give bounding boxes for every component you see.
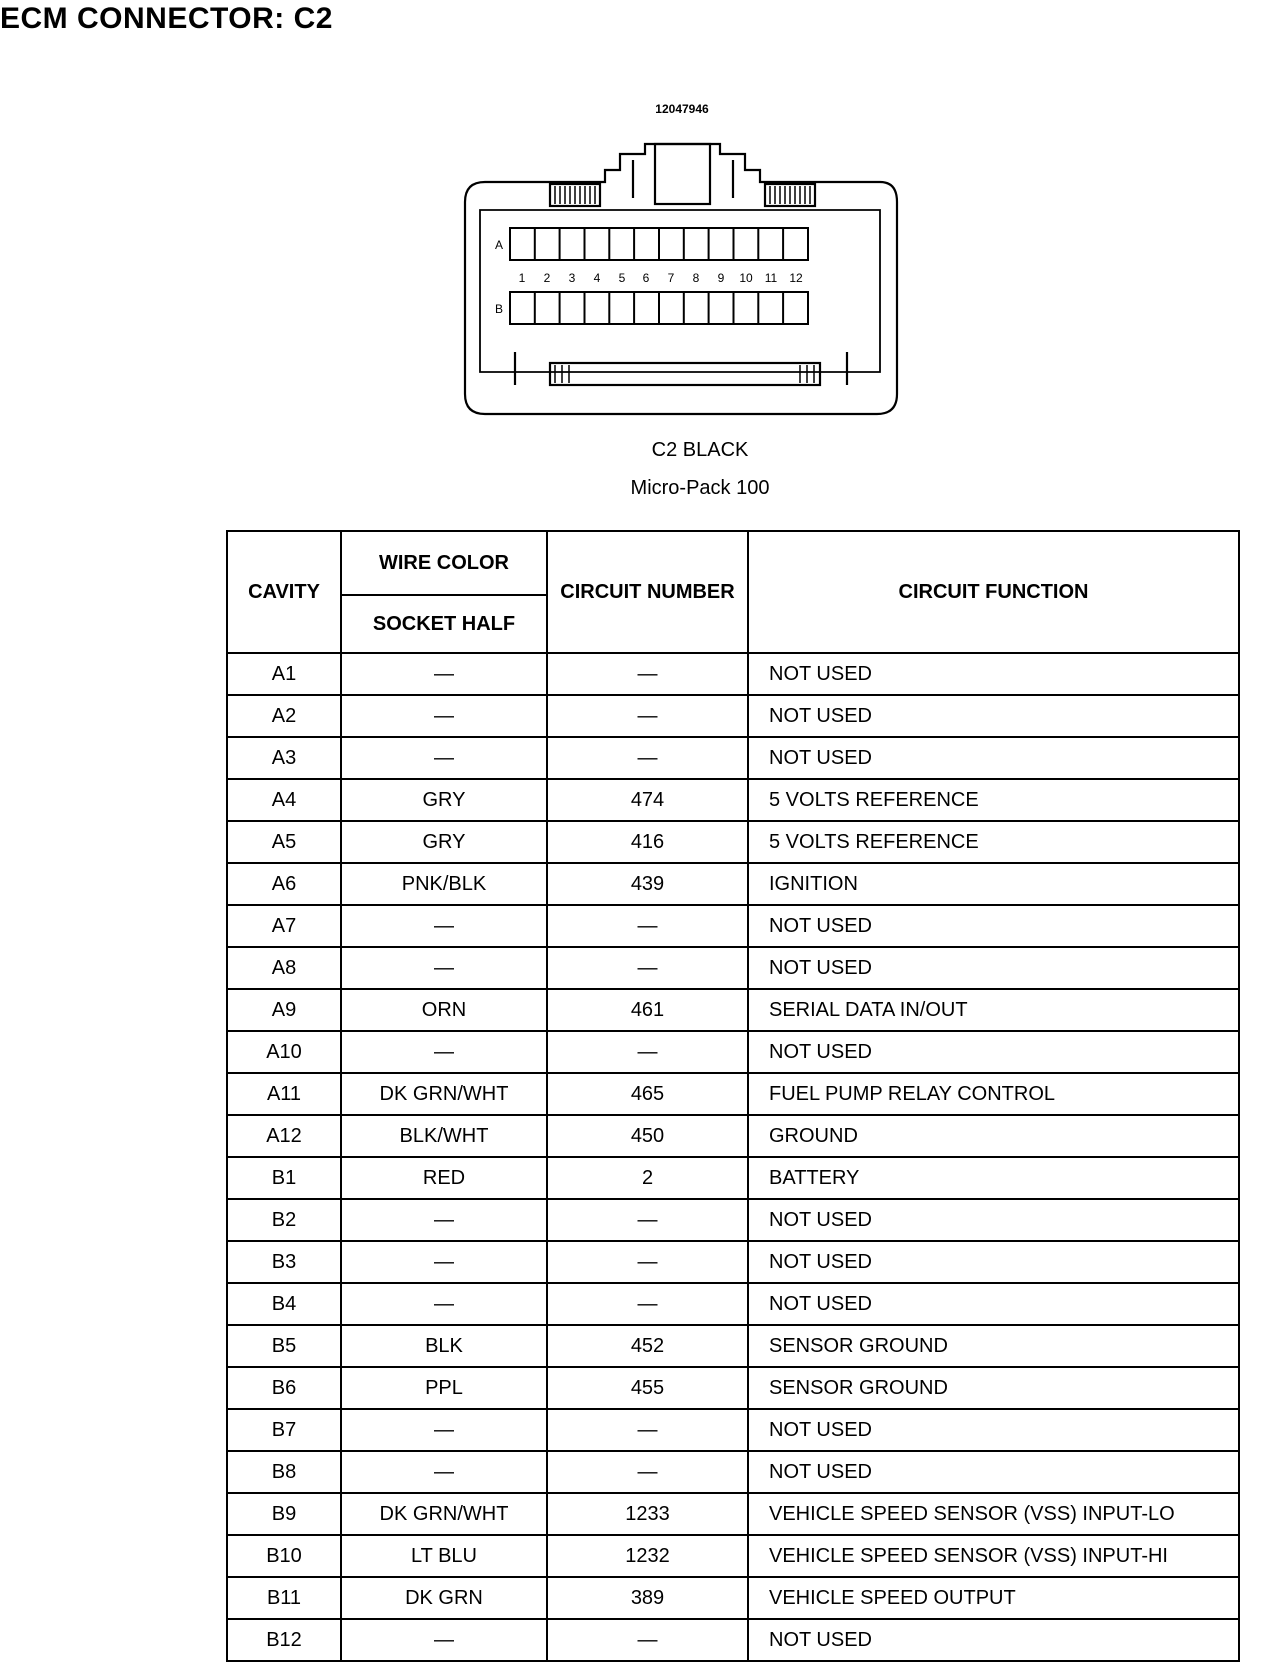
cell-wire-color: PPL [341,1367,547,1409]
cell-cavity: A9 [227,989,341,1031]
table-row [227,1031,1239,1073]
cell-circuit-number: — [547,1199,748,1241]
cell-circuit-function: NOT USED [748,1451,1239,1493]
pin-number: 10 [739,271,753,285]
cell-cavity: B6 [227,1367,341,1409]
pinout-table [226,530,1240,1662]
cell-wire-color: PNK/BLK [341,863,547,905]
pin-number: 7 [667,271,675,285]
cell-wire-color: — [341,1283,547,1325]
cell-circuit-function: VEHICLE SPEED SENSOR (VSS) INPUT-HI [748,1535,1239,1577]
cell-circuit-number: — [547,695,748,737]
row-label-a: A [495,238,504,252]
pin-number: 2 [543,271,551,285]
cell-circuit-number: — [547,653,748,695]
row-label-b: B [495,302,504,316]
pin-number: 5 [618,271,626,285]
cell-circuit-function: NOT USED [748,1409,1239,1451]
cell-circuit-function: VEHICLE SPEED OUTPUT [748,1577,1239,1619]
cell-wire-color: — [341,1199,547,1241]
cell-cavity: B11 [227,1577,341,1619]
pin-number: 8 [692,271,700,285]
cell-circuit-function: SERIAL DATA IN/OUT [748,989,1239,1031]
cell-circuit-function: NOT USED [748,1283,1239,1325]
table-row [227,779,1239,821]
table-row [227,653,1239,695]
cell-circuit-function: NOT USED [748,1619,1239,1661]
cell-circuit-number: — [547,947,748,989]
header-socket-half: SOCKET HALF [341,595,547,653]
cell-circuit-function: SENSOR GROUND [748,1325,1239,1367]
cell-circuit-function: FUEL PUMP RELAY CONTROL [748,1073,1239,1115]
header-circuit-number: CIRCUIT NUMBER [547,531,748,653]
table-row [227,1409,1239,1451]
cell-circuit-number: 1233 [547,1493,748,1535]
table-row [227,1241,1239,1283]
table-row [227,1367,1239,1409]
table-row [227,1073,1239,1115]
cell-circuit-function: 5 VOLTS REFERENCE [748,779,1239,821]
table-row [227,737,1239,779]
cell-cavity: B8 [227,1451,341,1493]
cell-wire-color: — [341,1619,547,1661]
table-row [227,1115,1239,1157]
cell-cavity: A8 [227,947,341,989]
cell-circuit-number: — [547,1409,748,1451]
cell-cavity: A3 [227,737,341,779]
table-row [227,1199,1239,1241]
cell-cavity: B7 [227,1409,341,1451]
cell-wire-color: — [341,737,547,779]
cell-cavity: B3 [227,1241,341,1283]
cell-cavity: A4 [227,779,341,821]
cell-circuit-function: GROUND [748,1115,1239,1157]
table-row [227,947,1239,989]
cell-wire-color: — [341,1451,547,1493]
cell-circuit-number: — [547,1619,748,1661]
cell-circuit-number: 452 [547,1325,748,1367]
cell-wire-color: RED [341,1157,547,1199]
cell-cavity: B2 [227,1199,341,1241]
cell-circuit-function: NOT USED [748,947,1239,989]
cell-circuit-number: — [547,737,748,779]
cell-cavity: B4 [227,1283,341,1325]
cell-cavity: A1 [227,653,341,695]
cell-circuit-function: IGNITION [748,863,1239,905]
table-row [227,1577,1239,1619]
cell-circuit-number: 439 [547,863,748,905]
table-row [227,905,1239,947]
pin-number: 12 [789,271,803,285]
cell-circuit-function: 5 VOLTS REFERENCE [748,821,1239,863]
header-cavity: CAVITY [227,531,341,653]
cell-wire-color: BLK [341,1325,547,1367]
cell-circuit-number: 416 [547,821,748,863]
cell-circuit-number: — [547,905,748,947]
cell-cavity: B10 [227,1535,341,1577]
table-row [227,863,1239,905]
cell-circuit-number: 389 [547,1577,748,1619]
cell-wire-color: BLK/WHT [341,1115,547,1157]
cell-wire-color: DK GRN/WHT [341,1493,547,1535]
cell-wire-color: GRY [341,779,547,821]
table-header-row [227,531,1239,595]
cell-wire-color: — [341,1031,547,1073]
cell-circuit-number: — [547,1451,748,1493]
pin-number: 1 [518,271,526,285]
table-row [227,1325,1239,1367]
cell-circuit-function: NOT USED [748,653,1239,695]
cell-circuit-number: 1232 [547,1535,748,1577]
cell-cavity: A11 [227,1073,341,1115]
cell-wire-color: DK GRN/WHT [341,1073,547,1115]
cell-wire-color: — [341,1241,547,1283]
table-row [227,1157,1239,1199]
cell-circuit-number: — [547,1283,748,1325]
connector-type-label: Micro-Pack 100 [630,477,770,499]
cell-cavity: A10 [227,1031,341,1073]
cell-circuit-number: — [547,1031,748,1073]
connector-bottom-lock [550,363,820,385]
cell-cavity: A7 [227,905,341,947]
table-row [227,1619,1239,1661]
cell-circuit-number: 461 [547,989,748,1031]
cell-cavity: A5 [227,821,341,863]
cell-circuit-function: NOT USED [748,1199,1239,1241]
cell-circuit-function: NOT USED [748,737,1239,779]
cell-wire-color: GRY [341,821,547,863]
pin-number: 11 [764,271,778,285]
cell-wire-color: LT BLU [341,1535,547,1577]
table-row [227,1451,1239,1493]
cell-cavity: B5 [227,1325,341,1367]
cell-circuit-number: 450 [547,1115,748,1157]
cell-circuit-function: VEHICLE SPEED SENSOR (VSS) INPUT-LO [748,1493,1239,1535]
cell-circuit-number: 2 [547,1157,748,1199]
cell-circuit-function: NOT USED [748,1031,1239,1073]
cell-circuit-function: BATTERY [748,1157,1239,1199]
table-row [227,1535,1239,1577]
connector-diagram [455,140,905,430]
connector-part-number: 12047946 [655,102,709,116]
cell-wire-color: DK GRN [341,1577,547,1619]
cell-circuit-function: SENSOR GROUND [748,1367,1239,1409]
cell-circuit-number: 455 [547,1367,748,1409]
cell-wire-color: ORN [341,989,547,1031]
table-row [227,695,1239,737]
header-wire-color: WIRE COLOR [341,531,547,595]
table-row [227,1283,1239,1325]
cell-cavity: A2 [227,695,341,737]
table-row [227,1493,1239,1535]
cell-circuit-function: NOT USED [748,695,1239,737]
cell-circuit-number: — [547,1241,748,1283]
cell-wire-color: — [341,947,547,989]
connector-top-latch [655,144,710,204]
header-circuit-function: CIRCUIT FUNCTION [748,531,1239,653]
pin-number: 4 [593,271,601,285]
cell-circuit-number: 465 [547,1073,748,1115]
cell-wire-color: — [341,653,547,695]
cell-wire-color: — [341,905,547,947]
table-row [227,989,1239,1031]
pin-number: 3 [568,271,576,285]
cell-circuit-number: 474 [547,779,748,821]
connector-housing-outline [465,144,897,414]
cell-circuit-function: NOT USED [748,1241,1239,1283]
connector-color-label: C2 BLACK [651,439,749,461]
cell-cavity: B12 [227,1619,341,1661]
pin-number: 9 [717,271,725,285]
cell-cavity: B1 [227,1157,341,1199]
cell-wire-color: — [341,695,547,737]
cell-cavity: B9 [227,1493,341,1535]
table-row [227,821,1239,863]
cell-cavity: A6 [227,863,341,905]
cell-cavity: A12 [227,1115,341,1157]
pin-number: 6 [642,271,650,285]
cell-circuit-function: NOT USED [748,905,1239,947]
page-title: ECM CONNECTOR: C2 [0,2,333,35]
cell-wire-color: — [341,1409,547,1451]
